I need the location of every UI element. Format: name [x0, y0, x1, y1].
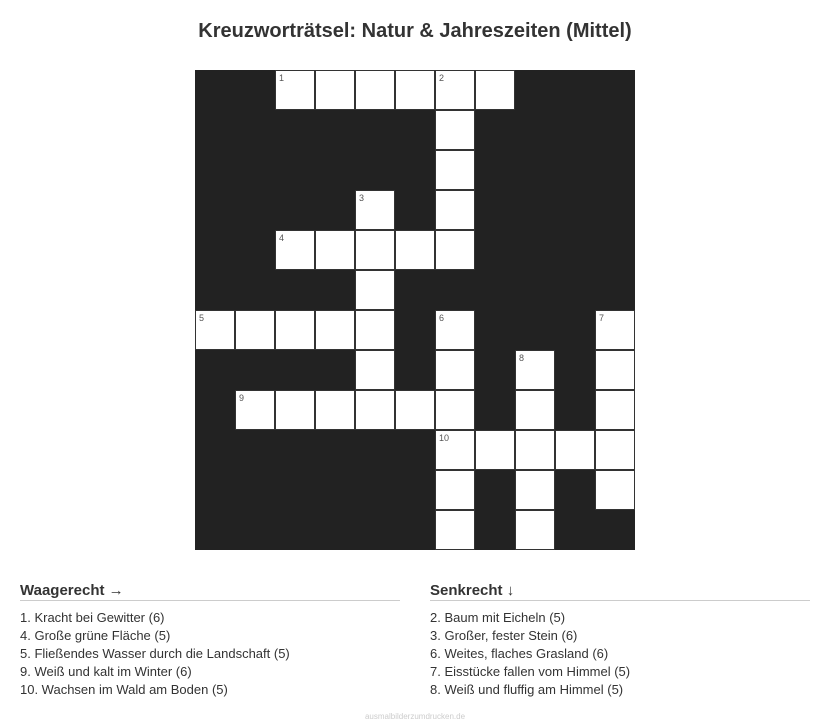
crossword-cell[interactable] — [515, 430, 555, 470]
across-clue: 9. Weiß und kalt im Winter (6) — [20, 664, 192, 679]
across-clues-section — [20, 580, 400, 699]
clue-number: 3 — [359, 193, 365, 203]
crossword-cell[interactable] — [355, 70, 395, 110]
crossword-cell[interactable] — [355, 310, 395, 350]
crossword-cell[interactable] — [435, 310, 475, 350]
crossword-cell[interactable] — [315, 310, 355, 350]
crossword-cell[interactable] — [515, 470, 555, 510]
across-clue-list — [20, 609, 400, 699]
crossword-cell[interactable] — [315, 390, 355, 430]
clue-number: 4 — [279, 233, 285, 243]
down-clue: 8. Weiß und fluffig am Himmel (5) — [430, 682, 624, 697]
crossword-cell[interactable] — [435, 190, 475, 230]
crossword-cell[interactable] — [515, 390, 555, 430]
crossword-cell[interactable] — [595, 390, 635, 430]
crossword-cell[interactable] — [395, 70, 435, 110]
down-clue: 3. Großer, fester Stein (6) — [430, 628, 578, 643]
clue-number: 7 — [599, 313, 605, 323]
crossword-cell[interactable] — [395, 230, 435, 270]
crossword-cell[interactable] — [435, 510, 475, 550]
footer-watermark: ausmalbilderzumdrucken.de — [364, 712, 466, 721]
crossword-cell[interactable] — [235, 310, 275, 350]
across-clue: 1. Kracht bei Gewitter (6) — [20, 610, 165, 625]
crossword-cell[interactable] — [475, 70, 515, 110]
crossword-cell[interactable] — [435, 430, 475, 470]
crossword-cell[interactable] — [355, 230, 395, 270]
crossword-cell[interactable] — [395, 390, 435, 430]
crossword-cell[interactable] — [355, 350, 395, 390]
clue-number: 1 — [279, 73, 285, 83]
crossword-cell[interactable] — [475, 430, 515, 470]
across-heading: Waagerecht → — [20, 580, 400, 601]
crossword-cell[interactable] — [435, 110, 475, 150]
crossword-grid — [195, 70, 635, 550]
crossword-cell[interactable] — [195, 310, 235, 350]
clue-number: 2 — [439, 73, 445, 83]
crossword-cell[interactable] — [355, 270, 395, 310]
down-clue: 7. Eisstücke fallen vom Himmel (5) — [430, 664, 631, 679]
crossword-cell[interactable] — [515, 350, 555, 390]
down-clue: 2. Baum mit Eicheln (5) — [430, 610, 566, 625]
down-clue-list — [430, 609, 810, 699]
crossword-cell[interactable] — [595, 430, 635, 470]
down-heading: Senkrecht ↓ — [430, 580, 810, 601]
crossword-cell[interactable] — [595, 470, 635, 510]
across-clue: 4. Große grüne Fläche (5) — [20, 628, 171, 643]
clue-number: 8 — [519, 353, 525, 363]
crossword-cell[interactable] — [595, 350, 635, 390]
crossword-cell[interactable] — [315, 70, 355, 110]
down-clue: 6. Weites, flaches Grasland (6) — [430, 646, 609, 661]
page-title: Kreuzworträtsel: Natur & Jahreszeiten (Mittel) — [198, 20, 632, 42]
crossword-cell[interactable] — [555, 430, 595, 470]
crossword-cell[interactable] — [315, 230, 355, 270]
crossword-cell[interactable] — [435, 390, 475, 430]
crossword-cell[interactable] — [435, 70, 475, 110]
crossword-cell[interactable] — [595, 310, 635, 350]
crossword-cell[interactable] — [435, 350, 475, 390]
crossword-cell[interactable] — [355, 190, 395, 230]
crossword-cell[interactable] — [275, 310, 315, 350]
clue-number: 10 — [439, 433, 450, 443]
crossword-cell[interactable] — [275, 70, 315, 110]
crossword-cell[interactable] — [435, 470, 475, 510]
crossword-cell[interactable] — [275, 230, 315, 270]
crossword-cell[interactable] — [275, 390, 315, 430]
crossword-cell[interactable] — [235, 390, 275, 430]
across-clue: 5. Fließendes Wasser durch die Landschaft (5) — [20, 646, 290, 661]
clue-number: 9 — [239, 393, 245, 403]
crossword-cell[interactable] — [515, 510, 555, 550]
crossword-cell[interactable] — [435, 150, 475, 190]
crossword-cell[interactable] — [435, 230, 475, 270]
across-clue: 10. Wachsen im Wald am Boden (5) — [20, 682, 228, 697]
clue-number: 6 — [439, 313, 445, 323]
down-clues-section — [430, 580, 810, 699]
crossword-cell[interactable] — [355, 390, 395, 430]
clue-number: 5 — [199, 313, 205, 323]
